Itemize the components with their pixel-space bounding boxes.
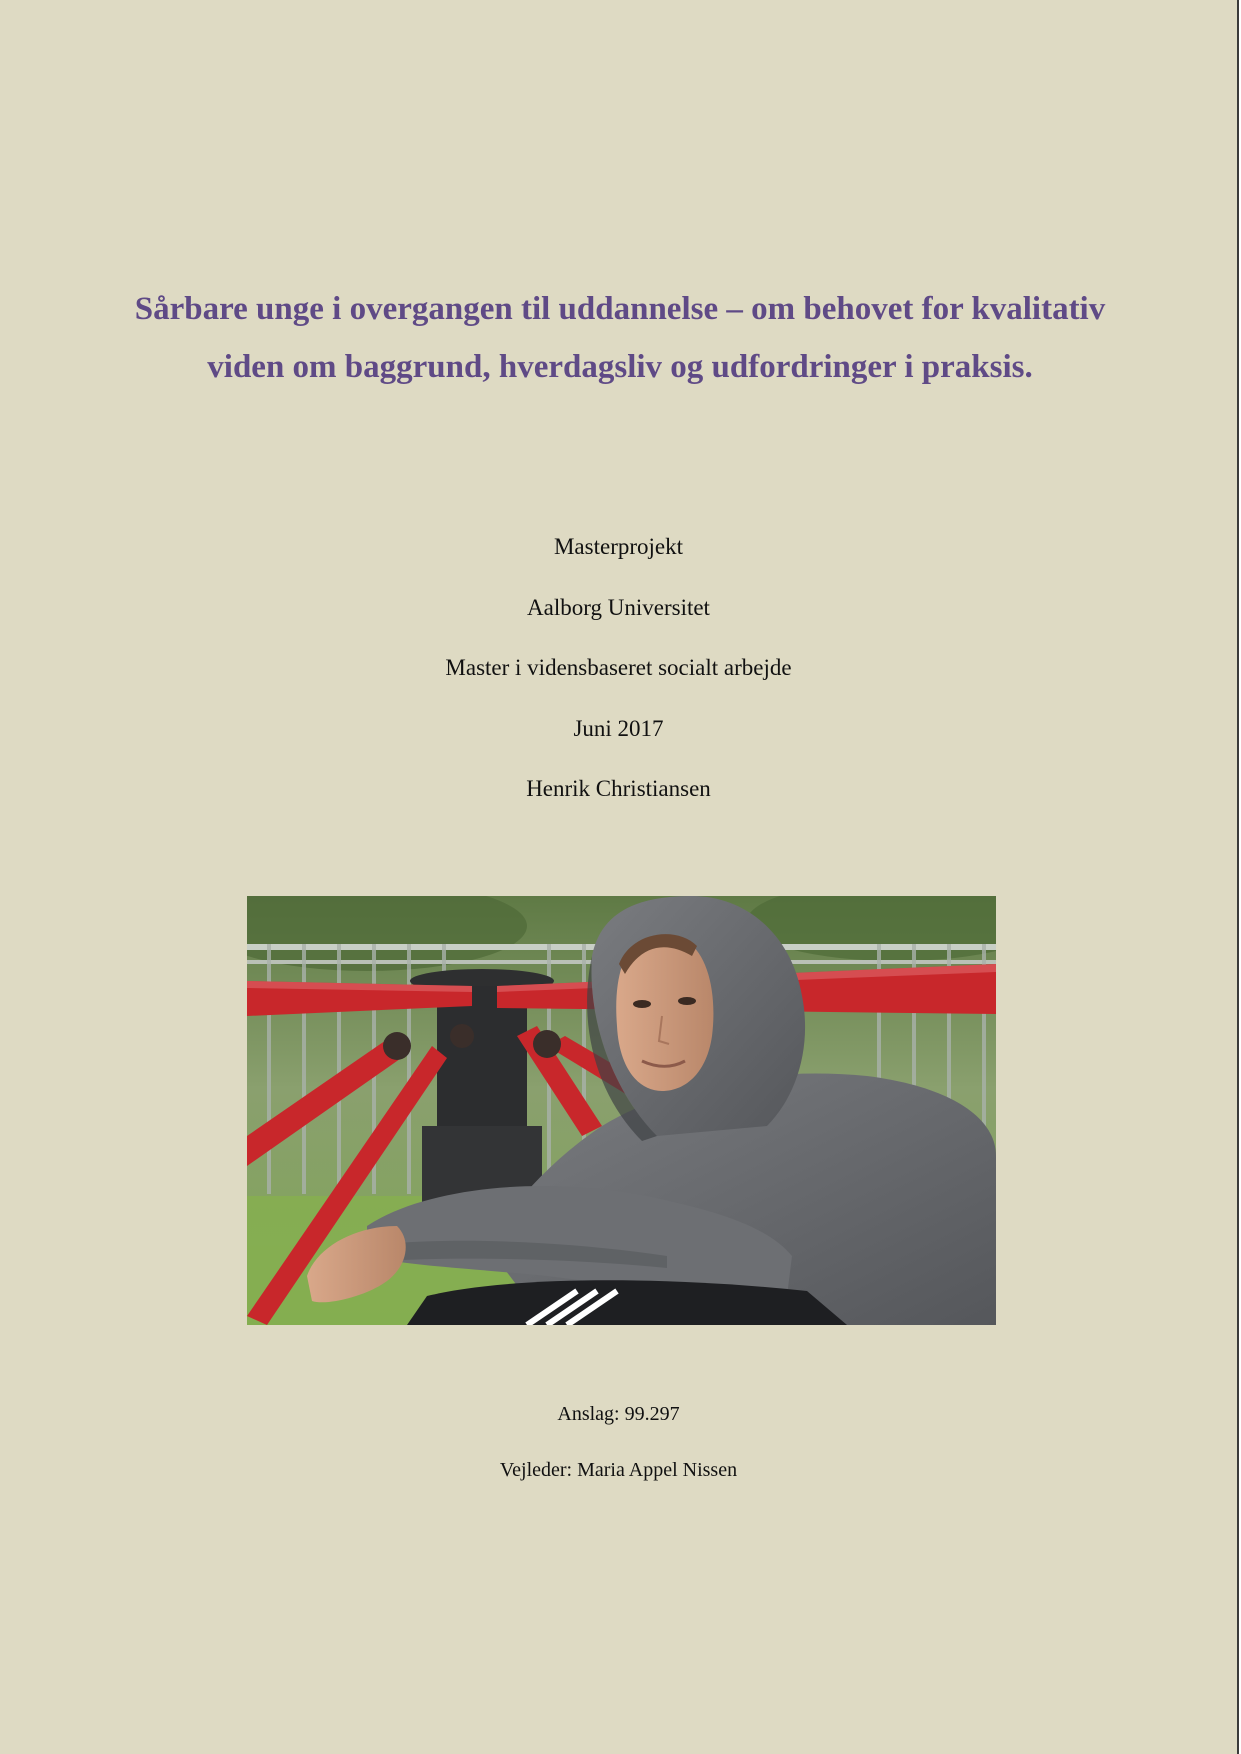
title-line-2: viden om baggrund, hverdagsliv og udfordringer i praksis. <box>207 349 1033 385</box>
project-type: Masterprojekt <box>553 534 683 559</box>
supervisor: Vejleder: Maria Appel Nissen <box>499 1459 738 1481</box>
date: Juni 2017 <box>573 716 664 741</box>
title-line-1: Sårbare unge i overgangen til uddannelse – om behovet for kvalitativ <box>134 291 1106 327</box>
university: Aalborg Universitet <box>527 595 710 620</box>
programme: Master i vidensbaseret socialt arbejde <box>445 655 792 680</box>
cover-photo <box>247 896 996 1325</box>
author: Henrik Christiansen <box>526 776 711 801</box>
page-title <box>60 280 1180 396</box>
anslag: Anslag: 99.297 <box>557 1403 680 1425</box>
